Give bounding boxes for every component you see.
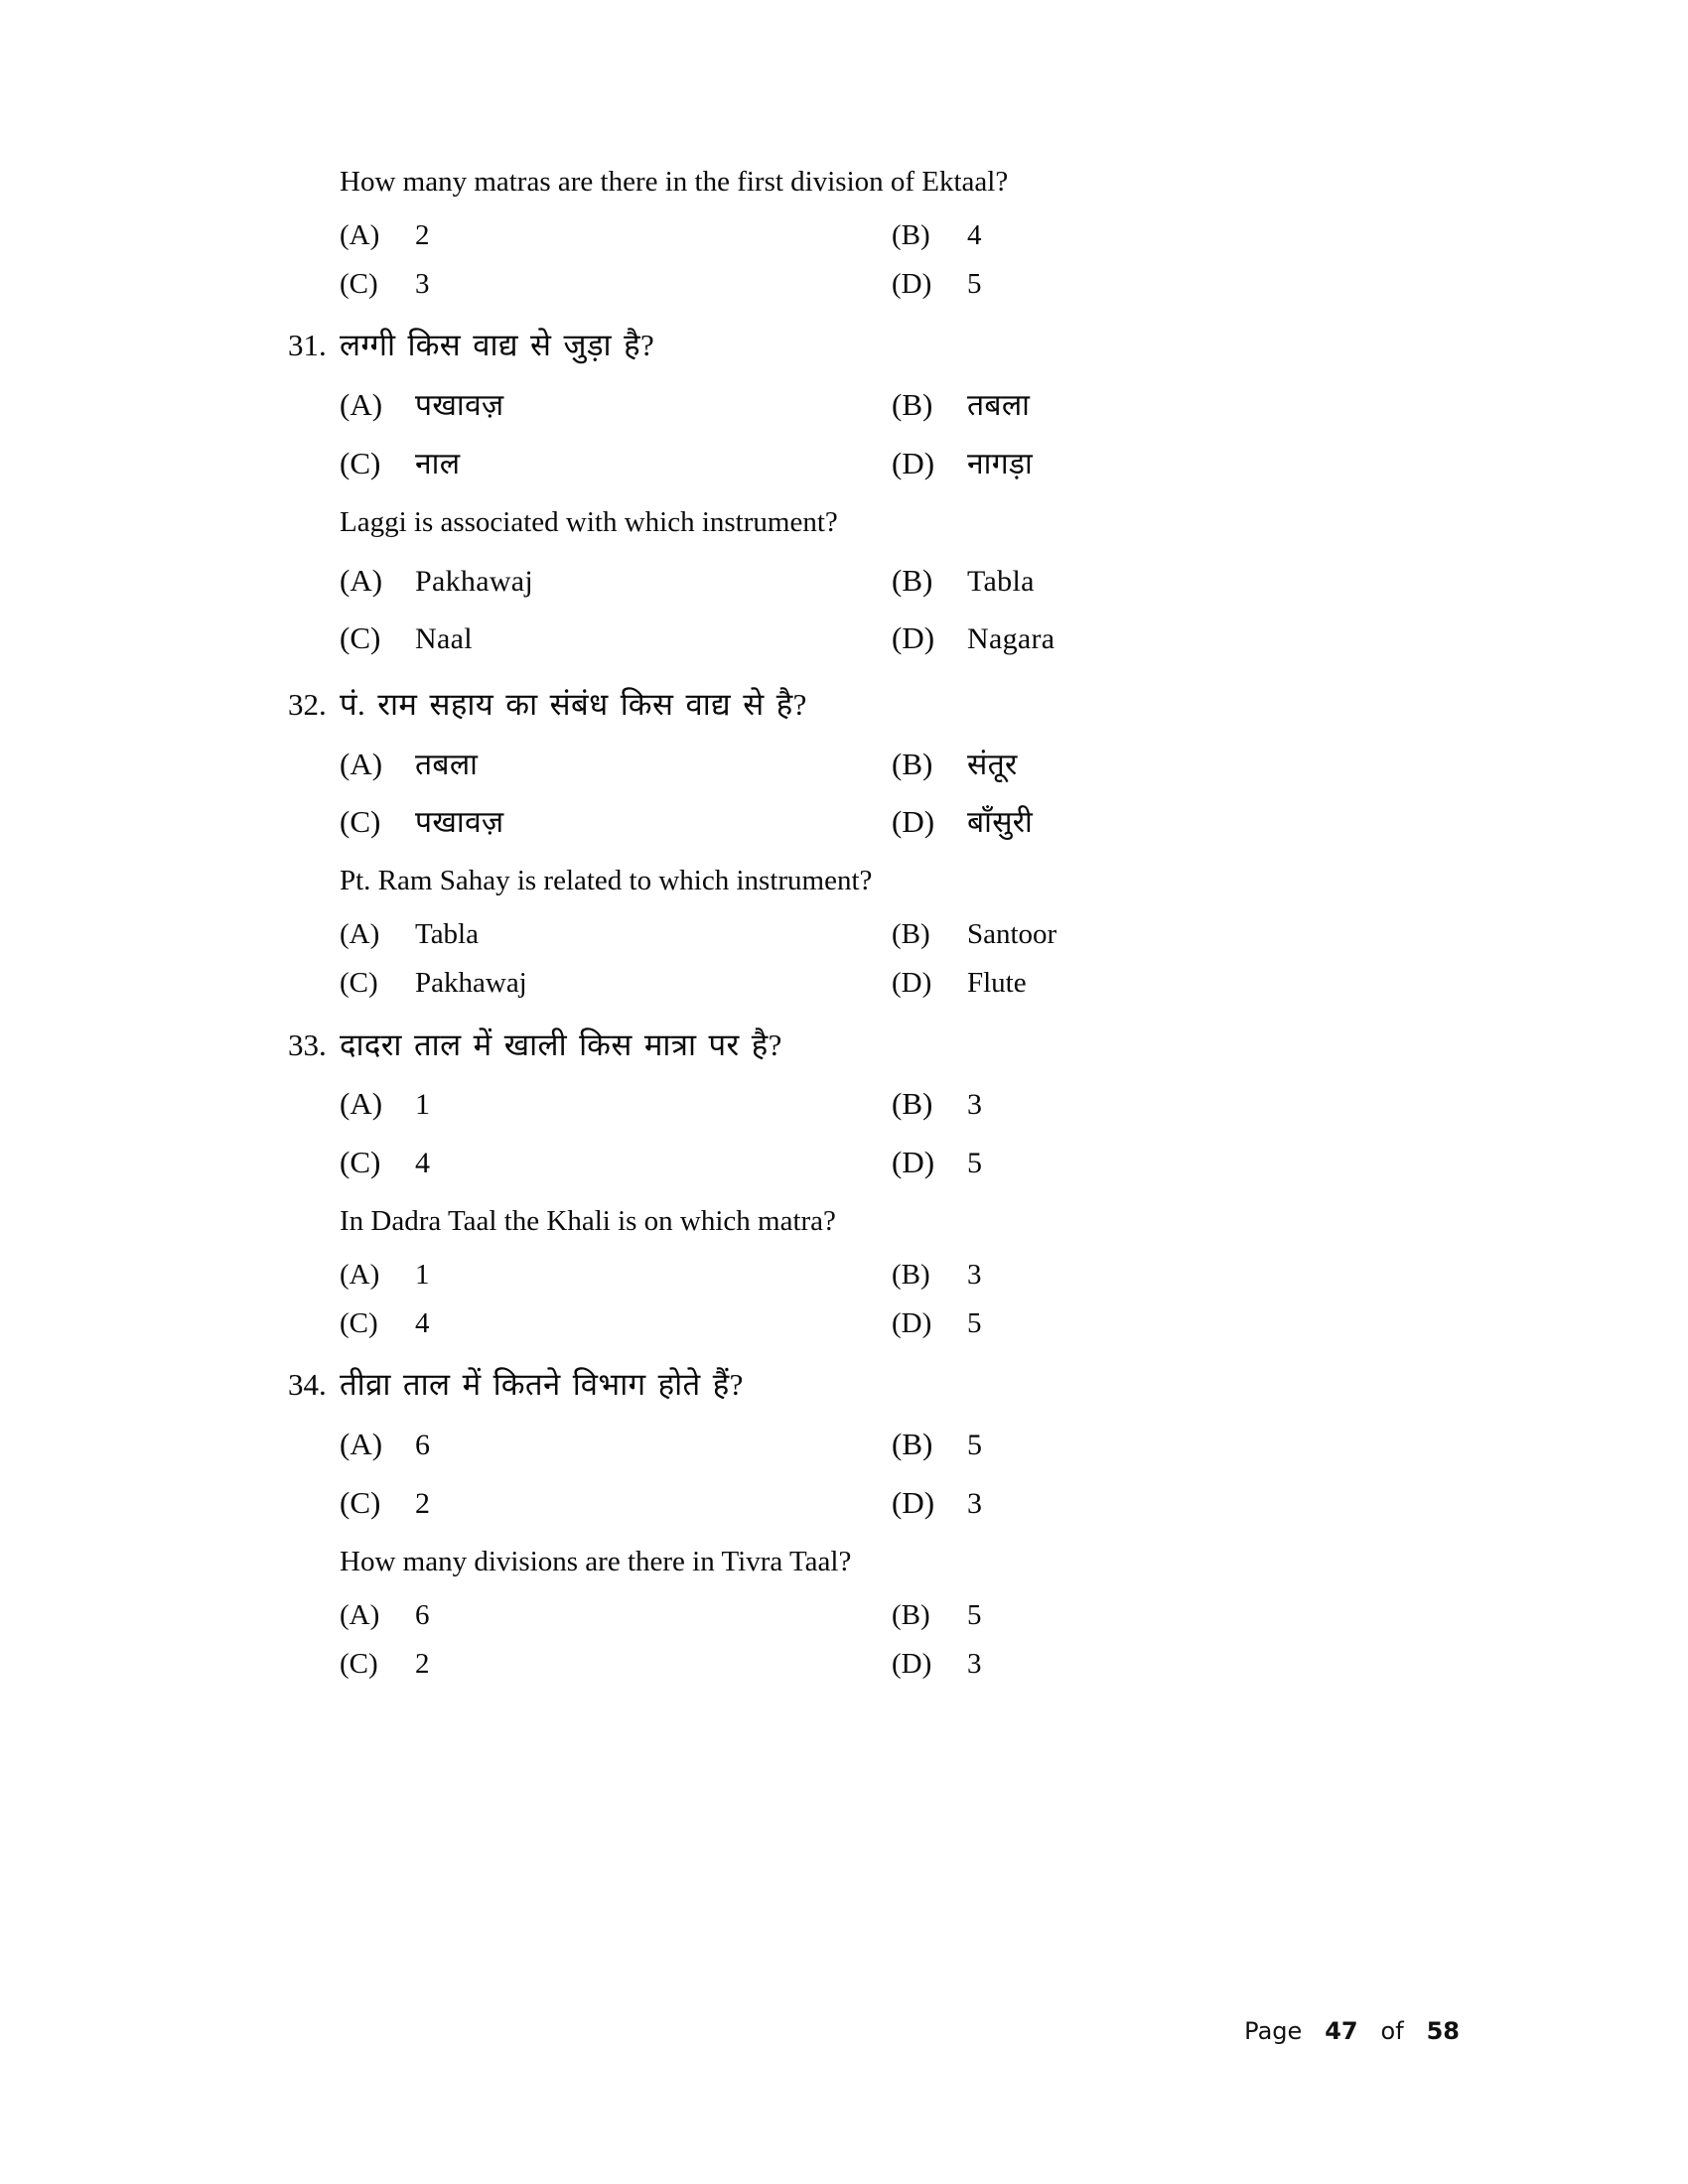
- question-text-english: How many divisions are there in Tivra Taal?: [340, 1545, 852, 1577]
- option-c[interactable]: [288, 618, 892, 658]
- option-value-a: Tabla: [415, 918, 479, 951]
- spacer: [288, 309, 1460, 327]
- option-value-c: 4: [415, 1146, 431, 1179]
- option-row: [288, 211, 1460, 260]
- option-a[interactable]: [288, 1597, 892, 1634]
- option-d[interactable]: [892, 618, 1460, 658]
- option-label-c: (C): [340, 803, 381, 839]
- option-a[interactable]: [288, 385, 892, 425]
- question-block-33: [288, 1026, 1460, 1349]
- option-value-a: 1: [415, 1088, 431, 1122]
- option-c[interactable]: [288, 1646, 892, 1683]
- option-b[interactable]: [892, 1425, 1460, 1464]
- option-value-a: तबला: [415, 748, 479, 781]
- option-value-a: Pakhawaj: [415, 565, 534, 599]
- option-d[interactable]: [892, 965, 1460, 1002]
- option-label-b: (B): [892, 746, 933, 781]
- question-text-hindi: तीव्रा ताल में कितने विभाग होते हैं?: [340, 1367, 744, 1403]
- option-c[interactable]: [288, 965, 892, 1002]
- question-text-hindi: पं. राम सहाय का संबंध किस वाद्य से है?: [340, 686, 807, 722]
- option-row: [288, 736, 1460, 793]
- option-label-a: (A): [340, 1427, 383, 1462]
- option-label-a: (A): [340, 1086, 383, 1122]
- option-a[interactable]: [288, 916, 892, 953]
- option-label-a: (A): [340, 387, 383, 423]
- spacer: [288, 200, 1460, 211]
- option-value-a: 6: [415, 1429, 431, 1462]
- spacer: [288, 898, 1460, 910]
- spacer: [288, 1404, 1460, 1416]
- option-row: [288, 1416, 1460, 1473]
- option-b[interactable]: [892, 561, 1460, 601]
- option-b[interactable]: [892, 385, 1460, 425]
- option-value-d: 5: [967, 1307, 982, 1340]
- option-row: [288, 959, 1460, 1008]
- question-block-31: [288, 327, 1460, 667]
- option-c[interactable]: [288, 1143, 892, 1182]
- option-label-d: (D): [892, 803, 935, 839]
- option-value-b: तबला: [967, 389, 1031, 423]
- option-b[interactable]: [892, 1257, 1460, 1294]
- option-label-d: (D): [892, 967, 932, 1000]
- option-label-c: (C): [340, 620, 381, 656]
- option-d[interactable]: [892, 802, 1460, 842]
- option-value-b: Tabla: [967, 565, 1035, 599]
- option-label-a: (A): [340, 918, 380, 951]
- option-group-hindi: [288, 1075, 1460, 1191]
- option-d[interactable]: [892, 266, 1460, 303]
- option-label-a: (A): [340, 746, 383, 781]
- spacer: [288, 364, 1460, 376]
- option-c[interactable]: [288, 444, 892, 483]
- spacer: [288, 851, 1460, 863]
- option-value-d: 5: [967, 1146, 983, 1179]
- footer-page-number: 47: [1325, 2017, 1358, 2045]
- option-label-d: (D): [892, 620, 935, 656]
- option-value-d: Flute: [967, 967, 1027, 1000]
- option-value-c: Pakhawaj: [415, 967, 527, 1000]
- option-row: [288, 1251, 1460, 1299]
- spacer: [288, 492, 1460, 504]
- option-value-a: 1: [415, 1259, 430, 1292]
- option-b[interactable]: [892, 916, 1460, 953]
- option-group-hindi: [288, 1416, 1460, 1532]
- spacer: [288, 540, 1460, 552]
- option-label-b: (B): [892, 387, 933, 423]
- option-value-b: 4: [967, 219, 982, 252]
- question-block-30-continuation: [288, 164, 1460, 309]
- option-a[interactable]: [288, 1425, 892, 1464]
- option-label-d: (D): [892, 268, 932, 301]
- footer-page-label: Page: [1244, 2017, 1303, 2045]
- option-a[interactable]: [288, 1257, 892, 1294]
- question-list: [288, 164, 1460, 1689]
- question-text-english: How many matras are there in the first division of Ektaal?: [340, 166, 1009, 198]
- question-text-english: In Dadra Taal the Khali is on which matra?: [340, 1205, 836, 1237]
- option-value-c: 2: [415, 1486, 431, 1520]
- option-d[interactable]: [892, 1483, 1460, 1523]
- option-group-english: [288, 1251, 1460, 1348]
- option-c[interactable]: [288, 802, 892, 842]
- option-value-a: 6: [415, 1599, 430, 1632]
- question-text-hindi: दादरा ताल में खाली किस मात्रा पर है?: [340, 1026, 782, 1062]
- option-label-b: (B): [892, 563, 933, 599]
- option-value-b: 3: [967, 1259, 982, 1292]
- option-group-hindi: [288, 736, 1460, 852]
- option-a[interactable]: [288, 561, 892, 601]
- option-value-b: 3: [967, 1088, 983, 1122]
- option-label-d: (D): [892, 445, 935, 480]
- option-c[interactable]: [288, 1483, 892, 1523]
- option-b[interactable]: [892, 217, 1460, 254]
- question-text-english: Laggi is associated with which instrument?: [340, 505, 838, 538]
- option-row: [288, 1134, 1460, 1191]
- question-number: 31.: [288, 328, 327, 363]
- option-a[interactable]: [288, 217, 892, 254]
- option-label-a: (A): [340, 563, 383, 599]
- option-a[interactable]: [288, 1084, 892, 1124]
- footer-of-label: of: [1380, 2017, 1404, 2045]
- spacer: [288, 1348, 1460, 1366]
- spacer: [288, 1532, 1460, 1544]
- option-row: [288, 1474, 1460, 1532]
- option-row: [288, 1299, 1460, 1348]
- option-value-a: 2: [415, 219, 430, 252]
- spacer: [288, 724, 1460, 736]
- option-label-c: (C): [340, 1648, 378, 1681]
- option-row: [288, 1591, 1460, 1640]
- option-row: [288, 910, 1460, 959]
- option-label-c: (C): [340, 1144, 381, 1179]
- option-label-d: (D): [892, 1484, 935, 1520]
- footer-total-pages: 58: [1426, 2017, 1460, 2045]
- option-label-d: (D): [892, 1648, 932, 1681]
- option-value-a: पखावज़: [415, 389, 504, 423]
- question-block-34: [288, 1366, 1460, 1689]
- spacer: [288, 1063, 1460, 1075]
- option-group-english: [288, 552, 1460, 668]
- option-row: [288, 1640, 1460, 1689]
- option-label-a: (A): [340, 1259, 380, 1292]
- spacer: [288, 1239, 1460, 1251]
- option-row: [288, 793, 1460, 851]
- question-text-hindi: लग्गी किस वाद्य से जुड़ा है?: [340, 328, 655, 363]
- option-value-d: 5: [967, 268, 982, 301]
- option-value-c: पखावज़: [415, 805, 504, 839]
- option-d[interactable]: [892, 1143, 1460, 1182]
- question-block-32: [288, 686, 1460, 1009]
- option-value-d: 3: [967, 1648, 982, 1681]
- option-value-d: 3: [967, 1486, 983, 1520]
- option-value-c: 4: [415, 1307, 430, 1340]
- option-group-english: [288, 1591, 1460, 1689]
- option-label-a: (A): [340, 219, 380, 252]
- option-label-d: (D): [892, 1307, 932, 1340]
- page-footer: [1244, 2017, 1460, 2045]
- option-group-english: [288, 910, 1460, 1008]
- option-d[interactable]: [892, 1305, 1460, 1342]
- option-value-c: 3: [415, 268, 430, 301]
- question-text-english: Pt. Ram Sahay is related to which instrument?: [340, 865, 873, 897]
- question-heading-hindi: [288, 327, 1460, 364]
- option-label-b: (B): [892, 1086, 933, 1122]
- question-number: 33.: [288, 1026, 327, 1062]
- option-value-b: 5: [967, 1599, 982, 1632]
- option-row: [288, 376, 1460, 434]
- option-label-c: (C): [340, 445, 381, 480]
- question-heading-hindi: [288, 1366, 1460, 1404]
- option-value-b: 5: [967, 1429, 983, 1462]
- spacer: [288, 1191, 1460, 1203]
- question-number: 32.: [288, 686, 327, 722]
- option-label-c: (C): [340, 1307, 378, 1340]
- option-label-c: (C): [340, 268, 378, 301]
- option-value-d: बाँसुरी: [967, 805, 1034, 839]
- option-value-b: संतूर: [967, 748, 1018, 781]
- option-value-d: Nagara: [967, 622, 1055, 656]
- option-value-c: नाल: [415, 447, 461, 480]
- option-b[interactable]: [892, 745, 1460, 784]
- option-label-b: (B): [892, 1427, 933, 1462]
- question-heading-hindi: [288, 686, 1460, 724]
- option-label-c: (C): [340, 967, 378, 1000]
- option-c[interactable]: [288, 1305, 892, 1342]
- option-label-b: (B): [892, 1599, 930, 1632]
- question-number: 34.: [288, 1367, 327, 1403]
- option-value-c: Naal: [415, 622, 473, 656]
- option-row: [288, 610, 1460, 667]
- option-row: [288, 552, 1460, 610]
- option-d[interactable]: [892, 444, 1460, 483]
- spacer: [288, 1579, 1460, 1591]
- option-label-b: (B): [892, 1259, 930, 1292]
- option-label-b: (B): [892, 918, 930, 951]
- spacer: [288, 1009, 1460, 1026]
- option-value-b: Santoor: [967, 918, 1057, 951]
- option-row: [288, 260, 1460, 309]
- option-c[interactable]: [288, 266, 892, 303]
- question-heading-hindi: [288, 1026, 1460, 1064]
- option-group-english: [288, 211, 1460, 309]
- spacer: [288, 668, 1460, 686]
- option-row: [288, 435, 1460, 492]
- option-row: [288, 1075, 1460, 1133]
- option-d[interactable]: [892, 1646, 1460, 1683]
- option-label-c: (C): [340, 1484, 381, 1520]
- option-a[interactable]: [288, 745, 892, 784]
- option-group-hindi: [288, 376, 1460, 492]
- option-b[interactable]: [892, 1084, 1460, 1124]
- option-value-c: 2: [415, 1648, 430, 1681]
- option-label-a: (A): [340, 1599, 380, 1632]
- option-label-b: (B): [892, 219, 930, 252]
- option-b[interactable]: [892, 1597, 1460, 1634]
- option-value-d: नागड़ा: [967, 447, 1034, 480]
- option-label-d: (D): [892, 1144, 935, 1179]
